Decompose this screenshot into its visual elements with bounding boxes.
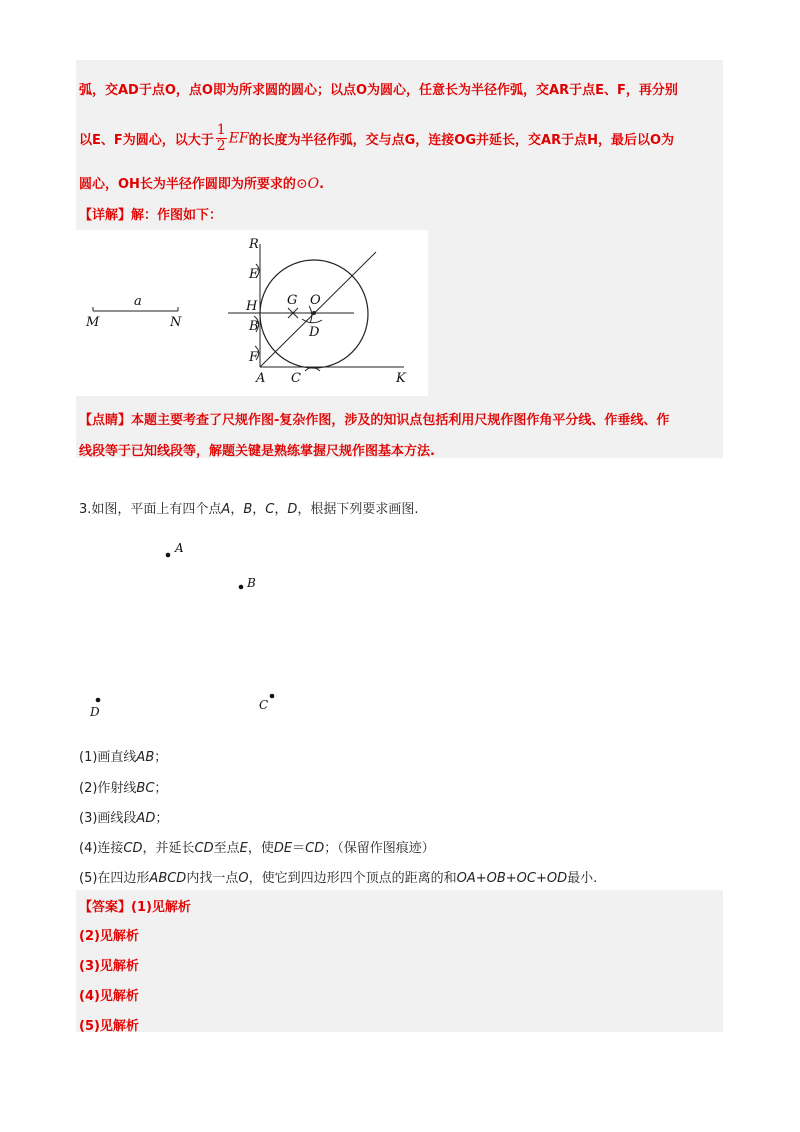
item-5-post: 最小. [567,871,598,886]
point-b-label: B [247,576,256,590]
analysis-text-3-end: . [319,177,325,192]
item-4-eq: ＝ [292,841,306,856]
analysis-line-3 [79,173,324,192]
item-5-mid1: 内找一点 [186,871,239,886]
comment-text-2: 线段等于已知线段等，解题关键是熟练掌握尺规作图基本方法. [79,444,435,459]
point-d-label: D [90,705,100,719]
answer-text-5: (5)见解析 [79,1019,139,1034]
analysis-text-2a: 以E、F为圆心，以大于 [79,133,214,148]
item-5-v1: ABCD [149,871,187,886]
question-3-stem: 3.如图，平面上有四个点A，B，C，D，根据下列要求画图. [79,502,419,517]
answer-line-1 [79,896,191,915]
comment-line-2 [79,440,435,459]
point-a [166,553,171,558]
item-2-post: ； [154,781,168,796]
points-figure [80,530,300,730]
label-n: N [170,315,182,330]
item-5-v3: OA+OB+OC+OD [456,871,568,886]
stem-text-post: ，根据下列要求画图. [297,502,419,517]
answer-line-5 [79,1015,139,1034]
label-g: G [287,293,298,308]
answer-text-1: 【答案】(1)见解析 [79,900,191,915]
item-1-var: AB [136,750,155,765]
point-c-label: C [259,698,269,712]
label-m: M [86,315,100,330]
point-b [239,585,244,590]
item-3-text: (3)画线段 [79,811,137,826]
stem-var-a: A [221,502,231,517]
item-4-v1: CD [123,841,143,856]
label-d: D [309,325,320,340]
item-3 [79,807,168,826]
stem-text-pre: 3.如图，平面上有四个点 [79,502,222,517]
item-5 [79,867,597,886]
point-o [312,311,316,315]
item-4-mid2: 至点 [213,841,240,856]
segment-ef: EF [228,130,249,147]
comment-line-1 [79,409,669,428]
item-4-text: (4)连接 [79,841,124,856]
item-1-post: ； [154,750,168,765]
answer-line-4 [79,985,139,1004]
label-h: H [246,299,258,314]
stem-var-b: B [243,502,253,517]
answer-text-3: (3)见解析 [79,959,139,974]
label-f: F [249,350,259,365]
label-k: K [396,371,406,386]
label-b: B [249,319,259,334]
item-4-mid3: ，使 [247,841,274,856]
point-c [270,694,275,699]
item-4-v4: DE [273,841,293,856]
item-4 [79,837,435,856]
detail-heading-text: 【详解】解：作图如下： [79,208,223,223]
analysis-line-2 [79,123,674,154]
item-4-v5: CD [305,841,325,856]
item-2 [79,777,167,796]
item-5-v2: O [238,871,249,886]
label-a: a [134,294,142,309]
analysis-text-3: 圆心，OH长为半径作圆即为所要求的 [79,177,296,192]
item-4-mid1: ，并延长 [142,841,195,856]
construction-figure [76,230,428,396]
answer-line-3 [79,955,139,974]
label-a-point: A [256,371,266,386]
item-1-text: (1)画直线 [79,750,137,765]
item-5-text: (5)在四边形 [79,871,150,886]
item-2-text: (2)作射线 [79,781,137,796]
comment-text-1: 【点睛】本题主要考查了尺规作图-复杂作图，涉及的知识点包括利用尺规作图作角平分线、作垂线、作 [79,413,670,428]
answer-line-2 [79,925,139,944]
stem-var-c: C [265,502,275,517]
item-4-v3: E [239,841,248,856]
item-2-var: BC [136,781,155,796]
answer-text-2: (2)见解析 [79,929,139,944]
item-4-post: ；（保留作图痕迹） [324,841,435,856]
label-o: O [310,293,321,308]
label-e: E [249,267,259,282]
item-4-v2: CD [194,841,214,856]
item-1 [79,746,167,765]
item-5-mid2: ，使它到四边形四个顶点的距离的和 [248,871,457,886]
analysis-text-1: 弧，交AD于点O，点O即为所求圆的圆心；以点O为圆心，任意长为半径作弧，交AR于点E、F，再分别 [79,83,678,98]
analysis-text-2b: 的长度为半径作弧，交与点G，连接OG并延长，交AR于点H，最后以O为 [248,133,675,148]
stem-var-d: D [287,502,298,517]
item-3-var: AD [136,811,156,826]
item-3-post: ； [155,811,169,826]
label-c: C [291,371,301,386]
fraction-one-half: $\frac{1}{2}$ [216,122,226,154]
answer-text-4: (4)见解析 [79,989,139,1004]
circle-name: O [307,176,320,192]
point-a-label: A [175,541,184,555]
detail-heading [79,204,222,223]
analysis-line-1 [79,79,678,98]
circle-symbol: ⊙ [295,176,308,192]
point-d [96,698,101,703]
label-r: R [249,237,259,252]
